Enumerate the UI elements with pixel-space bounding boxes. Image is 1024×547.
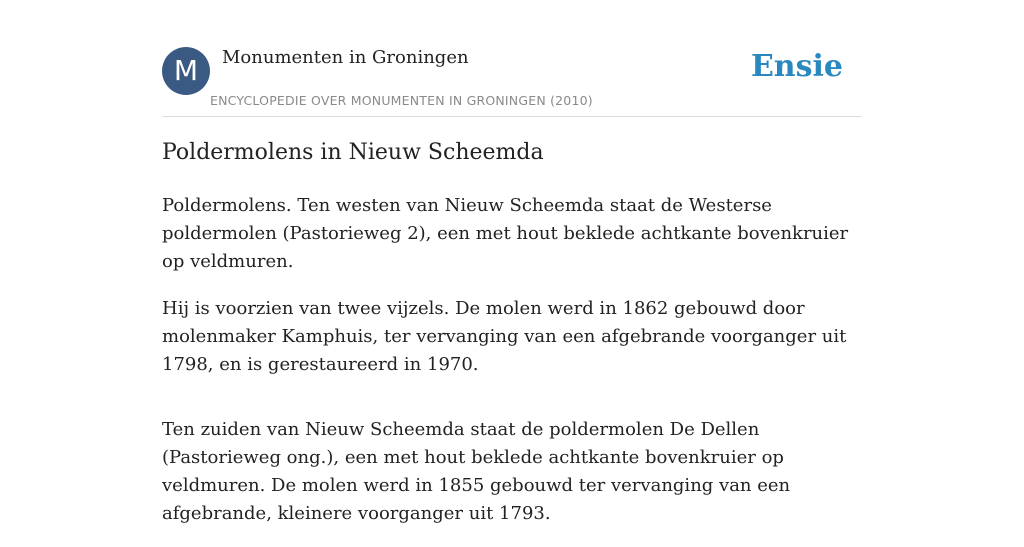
article-body [162,192,862,547]
article-title: Poldermolens in Nieuw Scheemda [162,140,544,165]
avatar[interactable]: M [162,47,210,95]
site-title-link[interactable]: Monumenten in Groningen [222,47,469,68]
page-header [162,46,862,117]
article-paragraph: Hij is voorzien van twee vijzels. De molen werd in 1862 gebouwd door molenmaker Kamphuis, ter vervanging van een afgebrande voorganger uit 1798, en is gerestaureerd in 1970. [162,298,847,375]
article-paragraph: Ten zuiden van Nieuw Scheemda staat de poldermolen De Dellen (Pastorieweg ong.), een met hout beklede achtkante bovenkruier op veldmuren. De molen werd in 1855 gebouwd ter vervanging van een afgebrande, kleinere voorganger uit 1793. [162,419,791,524]
article-paragraph: Poldermolens. Ten westen van Nieuw Scheemda staat de Westerse poldermolen (Pastorieweg 2), een met hout beklede achtkante bovenkruier op veldmuren. [162,195,849,272]
site-subtitle: ENCYCLOPEDIE OVER MONUMENTEN IN GRONINGEN (2010) [210,93,593,108]
ensie-logo-link[interactable]: Ensie [750,49,843,84]
